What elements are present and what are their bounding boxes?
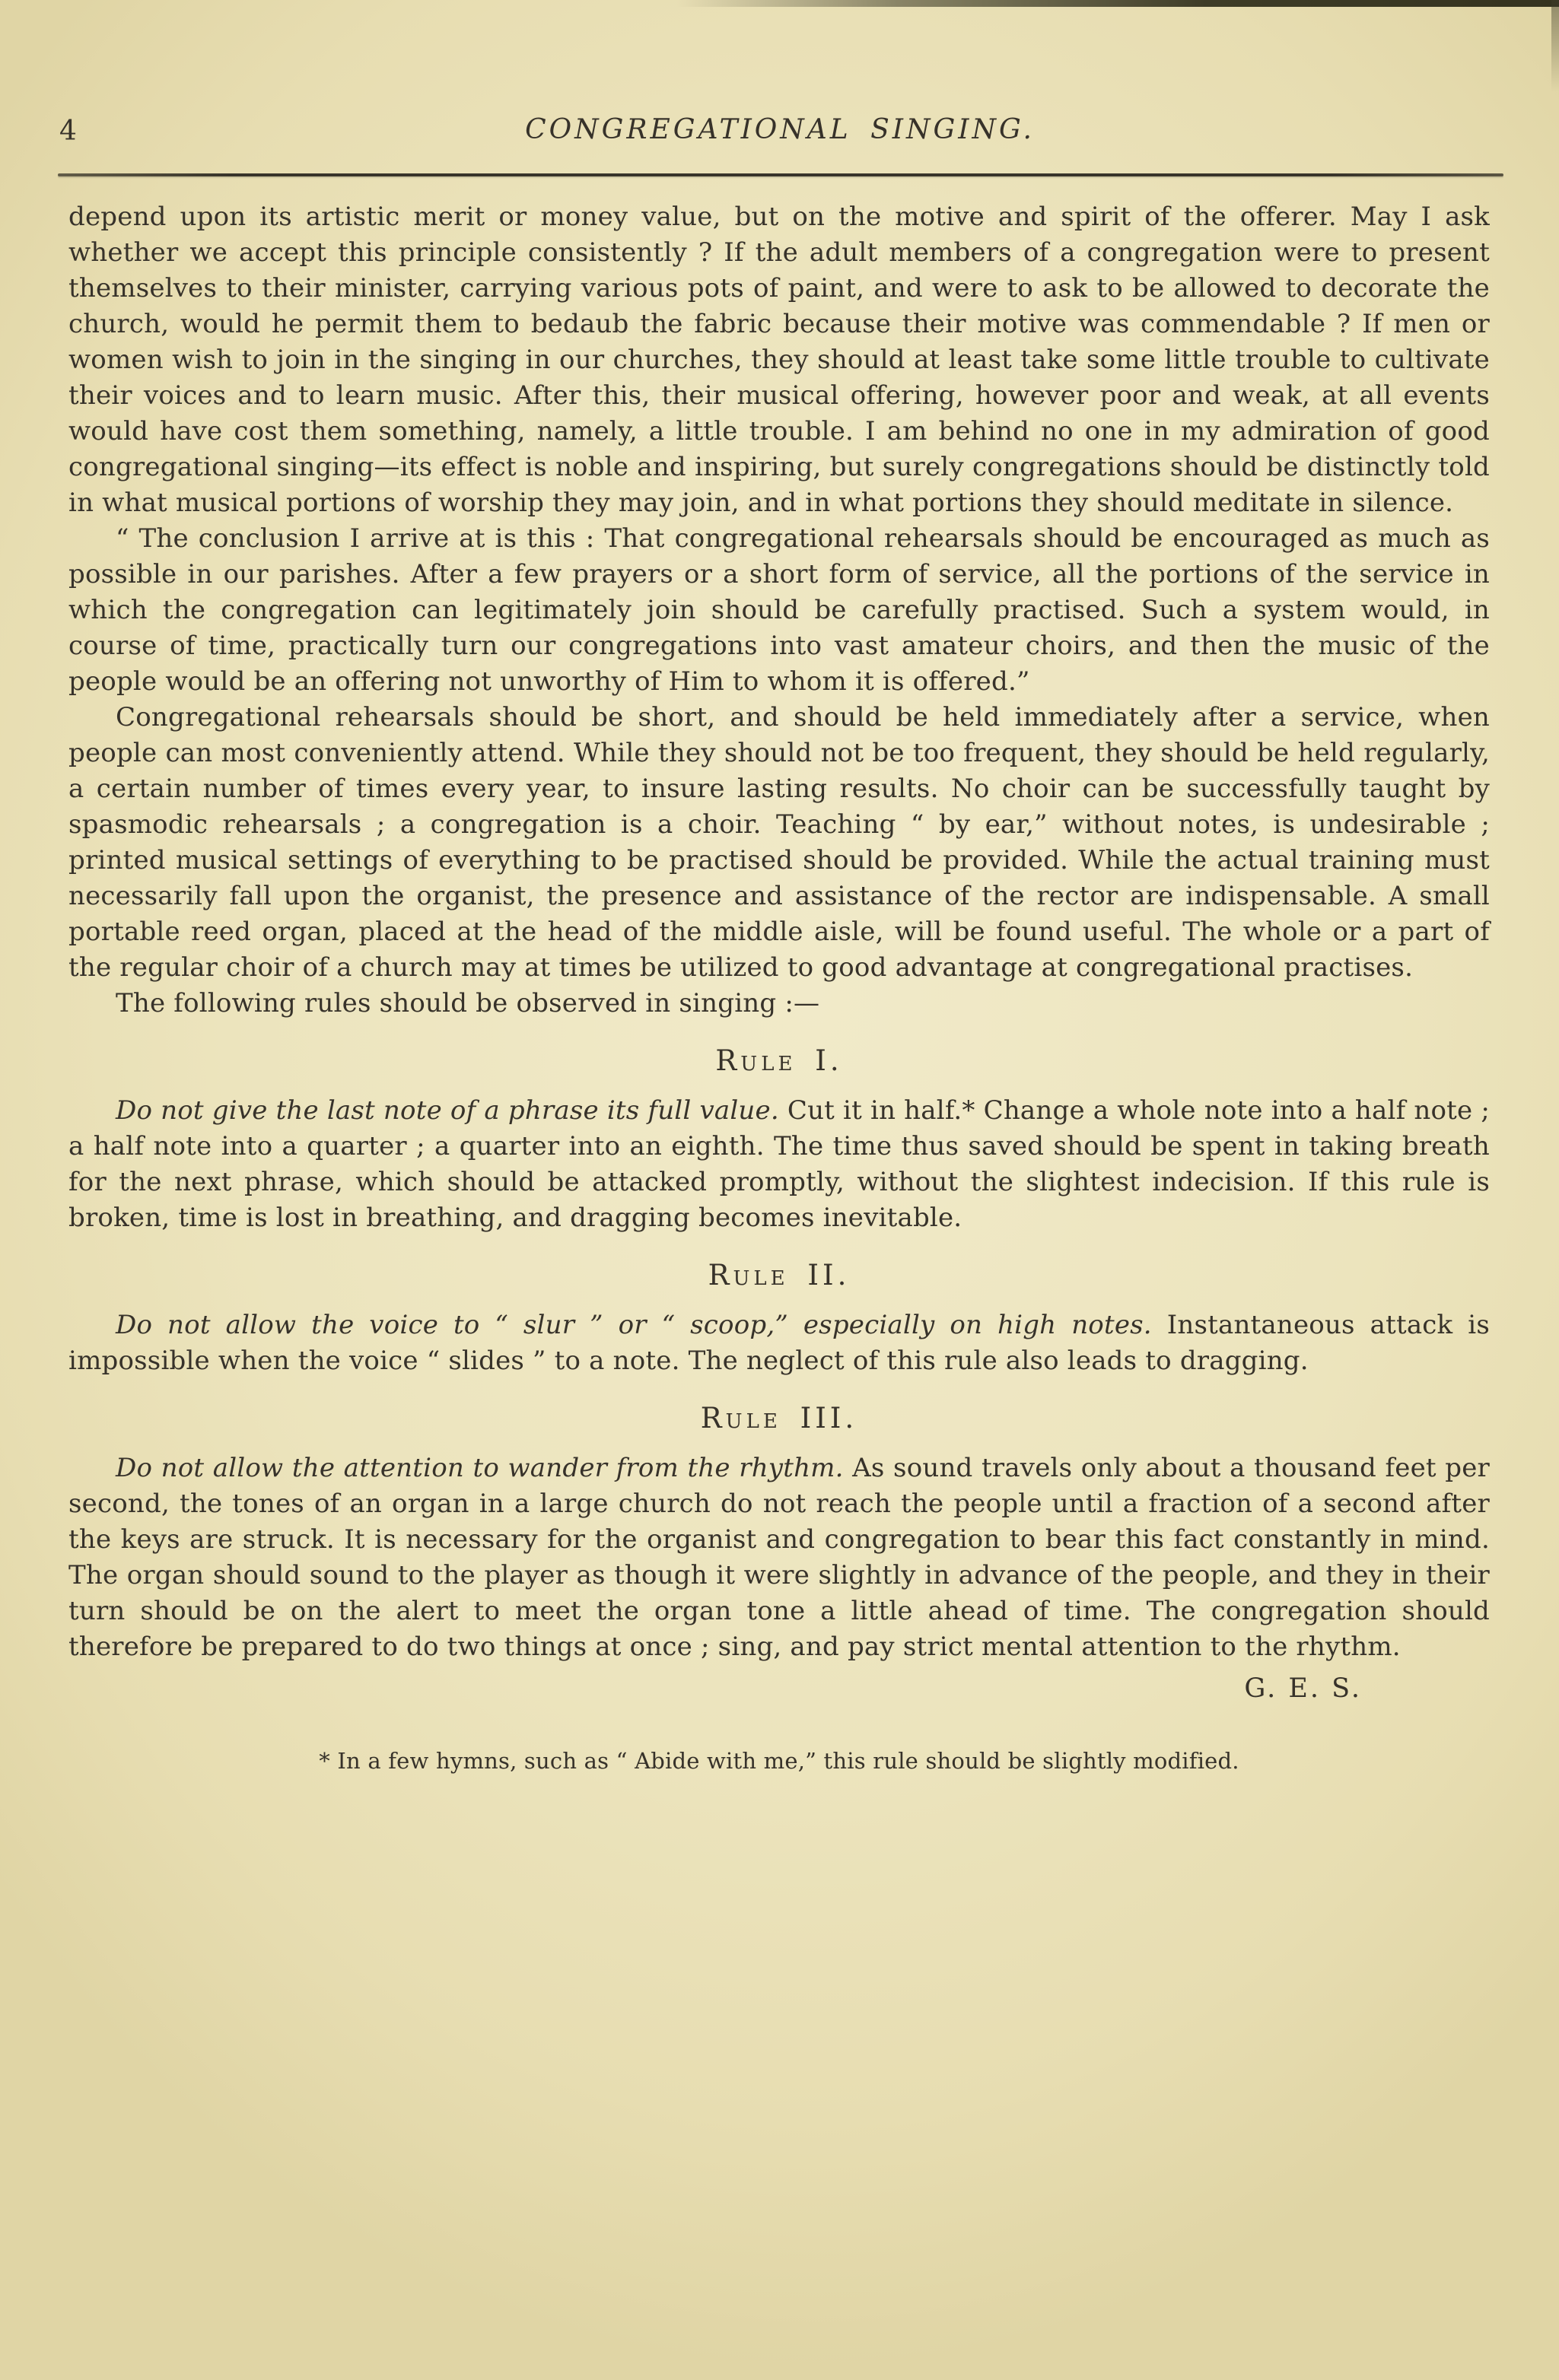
rule-1-text: Cut it in half.* Change a whole note into a half note ; a half note into a quarter ; a quarter into an eighth. The time thus saved should be spent in taking breath for the next phrase, which should be attacked promptly, without the slightest indecision. If this rule is broken, time is lost in breathing, and dragging becomes inevitable.	[68, 1095, 1490, 1233]
body-paragraph: depend upon its artistic merit or money value, but on the motive and spirit of the offerer. May I ask whether we accept this principle consistently ? If the adult members of a congregation were to present themselves to their minister, carrying various pots of paint, and were to ask to be allowed to decorate the church, would he permit them to bedaub the fabric because their motive was commendable ? If men or women wish to join in the singing in our churches, they should at least take some little trouble to cultivate their voices and to learn music. After this, their musical offering, however poor and weak, at all events would have cost them something, namely, a little trouble. I am behind no one in my admiration of good congregational singing—its effect is noble and inspiring, but surely congregations should be distinctly told in what musical portions of worship they may join, and in what portions they should meditate in silence.	[68, 202, 1490, 518]
rule-1-paragraph	[68, 1093, 1490, 1236]
rule-3-text: As sound travels only about a thousand feet per second, the tones of an organ in a large church do not reach the people until a fraction of a second after the keys are struck. It is necessary for the organist and congregation to bear this fact constantly in mind. The organ should sound to the player as though it were slightly in advance of the people, and they in their turn should be on the alert to meet the organ tone a little ahead of time. The congregation should therefore be prepared to do two things at once ; sing, and pay strict mental attention to the rhythm.	[68, 1453, 1490, 1662]
rule-2-text: Instantaneous attack is impossible when the voice “ slides ” to a note. The neglect of this rule also leads to dragging.	[68, 1310, 1490, 1376]
rule-2-paragraph	[68, 1308, 1490, 1379]
author-initials: G. E. S.	[1244, 1673, 1362, 1704]
page-title: CONGREGATIONAL SINGING.	[525, 114, 1035, 145]
rule-1-heading: Rule I.	[715, 1044, 843, 1077]
body-paragraph: The following rules should be observed in singing :—	[116, 988, 820, 1018]
rule-2-lead: Do not allow the voice to “ slur ” or “ scoop,” especially on high notes.	[116, 1310, 1152, 1340]
rule-1-lead: Do not give the last note of a phrase its full value.	[116, 1095, 779, 1126]
rule-3-paragraph	[68, 1451, 1490, 1665]
page-body	[68, 199, 1490, 1775]
header-divider	[58, 173, 1503, 176]
rule-3-heading: Rule III.	[700, 1402, 858, 1435]
body-paragraph: Congregational rehearsals should be short, and should be held immediately after a service, when people can most conveniently attend. While they should not be too frequent, they should be held regularly, a certain number of times every year, to insure lasting results. No choir can be successfully taught by spasmodic rehearsals ; a congregation is a choir. Teaching “ by ear,” without notes, is undesirable ; printed musical settings of everything to be practised should be provided. While the actual training must necessarily fall upon the organist, the presence and assistance of the rector are indispensable. A small portable reed organ, placed at the head of the middle aisle, will be found useful. The whole or a part of the regular choir of a church may at times be utilized to good advantage at congregational practises.	[68, 702, 1490, 983]
body-paragraph: “ The conclusion I arrive at is this : That congregational rehearsals should be encouraged as much as possible in our parishes. After a few prayers or a short form of service, all the portions of the service in which the congregation can legitimately join should be carefully practised. Such a system would, in course of time, practically turn our congregations into vast amateur choirs, and then the music of the people would be an offering not unworthy of Him to whom it is offered.”	[68, 523, 1490, 697]
page-number: 4	[59, 116, 77, 147]
scan-edge-shadow	[676, 0, 1559, 7]
running-head	[59, 114, 1500, 160]
rule-3-lead: Do not allow the attention to wander from the rhythm.	[116, 1453, 844, 1483]
rule-2-heading: Rule II.	[708, 1259, 851, 1292]
scan-corner-shadow	[1551, 0, 1559, 91]
footnote: * In a few hymns, such as “ Abide with me,” this rule should be slightly modified.	[319, 1748, 1239, 1774]
